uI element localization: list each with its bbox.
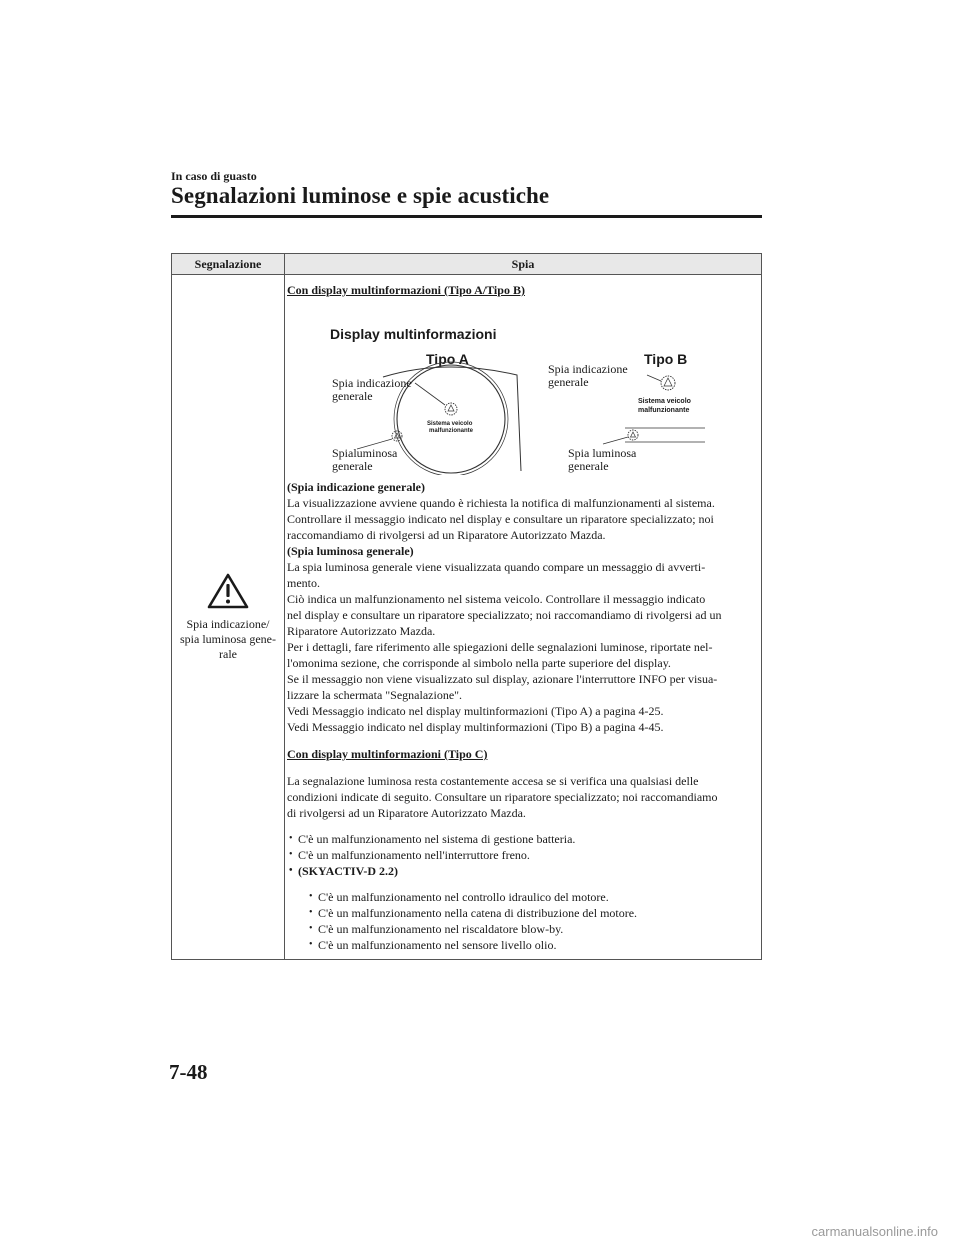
- paragraph-line: (Spia luminosa generale): [287, 544, 414, 558]
- list-item: • C'è un malfunzionamento nel sensore livello olio.: [287, 937, 761, 953]
- display-diagram: [285, 303, 761, 475]
- indicator-cell: [285, 275, 762, 960]
- type-a-indicator-label: Spia indicazione: [332, 376, 412, 390]
- type-b-light-label: Spia luminosa: [568, 446, 637, 460]
- type-a-indicator-label: generale: [332, 389, 373, 403]
- type-b-indicator-label: Spia indicazione: [548, 362, 628, 376]
- list-item: • C'è un malfunzionamento nella catena di distribuzione del motore.: [287, 905, 761, 921]
- paragraph-line: di rivolgersi ad un Riparatore Autorizzato Mazda.: [287, 806, 526, 820]
- type-a-light-label: Spialuminosa: [332, 446, 398, 460]
- paragraph-line: La visualizzazione avviene quando è richiesta la notifica di malfunzionamenti al sistema.: [287, 496, 715, 510]
- section-label: In caso di guasto: [171, 169, 257, 183]
- table-header-row: [172, 254, 762, 275]
- paragraph-line: mento.: [287, 576, 320, 590]
- condition-list: [285, 831, 761, 879]
- type-a-light-label: generale: [332, 459, 373, 473]
- signal-label-line: Spia indicazione/: [186, 616, 270, 631]
- paragraph-line: Se il messaggio non viene visualizzato sul display, azionare l'interruttore INFO per visua-: [287, 672, 718, 686]
- title-rule: [171, 215, 762, 218]
- paragraph-line: condizioni indicate di seguito. Consultare un riparatore specializzato; noi raccomandiamo: [287, 790, 718, 804]
- section-heading-type-c: Con display multinformazioni (Tipo C): [287, 747, 488, 761]
- signal-label-line: rale: [219, 646, 237, 661]
- paragraph-line: Controllare il messaggio indicato nel display e consultare un riparatore specializzato; noi: [287, 512, 714, 526]
- col-header-signal: Segnalazione: [172, 254, 285, 275]
- col-header-indicator: Spia: [285, 254, 762, 275]
- paragraph-line: Per i dettagli, fare riferimento alle spiegazioni delle segnalazioni luminose, riportate nel-: [287, 640, 713, 654]
- diagram-type-b: Tipo B: [644, 351, 688, 367]
- page-reference-link[interactable]: Vedi Messaggio indicato nel display multinformazioni (Tipo A) a pagina 4-25.: [287, 704, 664, 718]
- footer-watermark: carmanualsonline.info: [811, 1224, 938, 1239]
- page-reference-link[interactable]: Vedi Messaggio indicato nel display multinformazioni (Tipo B) a pagina 4-45.: [287, 720, 664, 734]
- paragraph-line: Ciò indica un malfunzionamento nel sistema veicolo. Controllare il messaggio indicato: [287, 592, 706, 606]
- type-b-indicator-label: generale: [548, 375, 589, 389]
- type-b-system-line: Sistema veicolo: [638, 398, 691, 405]
- display-diagram-svg: [285, 303, 761, 475]
- list-item: • (SKYACTIV-D 2.2): [287, 863, 761, 879]
- page-number: 7-48: [169, 1060, 208, 1084]
- type-a-gauge-ring: [397, 365, 505, 473]
- paragraph-line: La segnalazione luminosa resta costantemente accesa se si verifica una qualsiasi delle: [287, 774, 699, 788]
- paragraphs-type-ab: [285, 479, 761, 735]
- signal-table: [171, 253, 762, 960]
- type-a-system-line: Sistema veicolo: [427, 421, 473, 427]
- paragraphs-type-c: [285, 773, 761, 821]
- warning-triangle-icon: [207, 573, 249, 609]
- signal-label-line: spia luminosa gene-: [180, 631, 276, 646]
- paragraph-line: l'omonima sezione, che corrisponde al simbolo nella parte superiore del display.: [287, 656, 671, 670]
- list-item: • C'è un malfunzionamento nel riscaldatore blow-by.: [287, 921, 761, 937]
- paragraph-line: Riparatore Autorizzato Mazda.: [287, 624, 436, 638]
- paragraph-line: raccomandiamo di rivolgersi ad un Riparatore Autorizzato Mazda.: [287, 528, 606, 542]
- paragraph-line: La spia luminosa generale viene visualizzata quando compare un messaggio di avverti-: [287, 560, 706, 574]
- diagram-title: Display multinformazioni: [330, 326, 497, 342]
- type-b-system-line: malfunzionante: [638, 407, 690, 414]
- signal-cell: [172, 275, 285, 960]
- paragraph-line: lizzare la schermata "Segnalazione".: [287, 688, 463, 702]
- list-item: • C'è un malfunzionamento nell'interruttore freno.: [287, 847, 761, 863]
- page-title: Segnalazioni luminose e spie acustiche: [171, 183, 550, 208]
- section-heading-type-ab: Con display multinformazioni (Tipo A/Tipo B): [287, 283, 525, 297]
- paragraph-line: (Spia indicazione generale): [287, 480, 425, 494]
- condition-sublist: [285, 889, 761, 953]
- type-b-light-label: generale: [568, 459, 609, 473]
- type-a-system-line: malfunzionante: [429, 428, 474, 434]
- list-item: • C'è un malfunzionamento nel controllo idraulico del motore.: [287, 889, 761, 905]
- list-item: • C'è un malfunzionamento nel sistema di gestione batteria.: [287, 831, 761, 847]
- diagram-type-a: Tipo A: [426, 351, 469, 367]
- paragraph-line: nel display e consultare un riparatore specializzato; noi raccomandiamo di rivolgersi ad un: [287, 608, 722, 622]
- table-row: [172, 275, 762, 960]
